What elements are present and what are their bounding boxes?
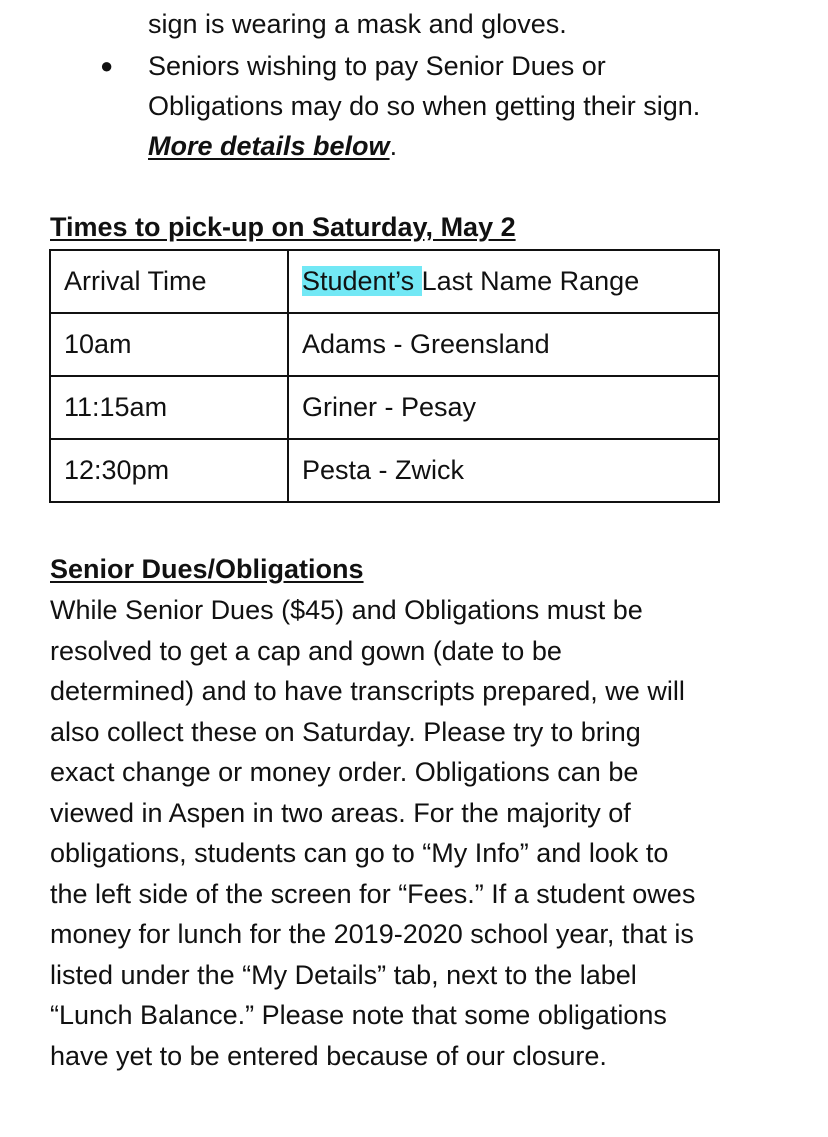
paragraph-line: also collect these on Saturday. Please try to bring [50,716,641,747]
more-details-link[interactable]: More details below [148,131,390,161]
highlighted-text: Student’s [302,266,422,296]
table-header-row [50,250,719,313]
arrival-time-cell: 11:15am [50,376,288,439]
arrival-time-cell: 12:30pm [50,439,288,502]
pickup-heading: Times to pick-up on Saturday, May 2 [50,212,516,242]
paragraph-line: exact change or money order. Obligations can be [50,757,639,787]
paragraph-line: viewed in Aspen in two areas. For the majority of [50,797,631,828]
bullet-text-line-2: Obligations may do so when getting their sign. [148,91,701,121]
paragraph-line: resolved to get a cap and gown (date to be [50,635,562,666]
header-last-name-rest: Last Name Range [421,266,640,296]
header-last-name-range [288,250,719,313]
table-row [50,313,719,376]
paragraph-line: determined) and to have transcripts prepared, we will [50,676,685,706]
arrival-time-cell: 10am [50,313,288,376]
paragraph-line: listed under the “My Details” tab, next to the label [50,959,637,990]
name-range-cell: Griner - Pesay [288,376,719,439]
table-row [50,439,719,502]
bullet-text-line-1: Seniors wishing to pay Senior Dues or [148,51,606,81]
header-arrival-time: Arrival Time [50,250,288,313]
dues-paragraph [50,590,810,1076]
paragraph-line: have yet to be entered because of our closure. [50,1040,607,1071]
paragraph-line: “Lunch Balance.” Please note that some obligations [50,1000,667,1030]
details-period: . [389,131,398,161]
bullet-icon: ● [100,53,114,78]
details-line [148,126,397,166]
paragraph-line: While Senior Dues ($45) and Obligations must be [50,595,643,625]
paragraph-line: obligations, students can go to “My Info” and look to [50,838,669,868]
paragraph-line: the left side of the screen for “Fees.” If a student owes [50,878,696,909]
pickup-schedule-table [49,249,720,503]
dues-heading: Senior Dues/Obligations [50,554,364,584]
table-row [50,376,719,439]
name-range-cell: Pesta - Zwick [288,439,719,502]
paragraph-line: money for lunch for the 2019-2020 school year, that is [50,919,694,949]
intro-line: sign is wearing a mask and gloves. [148,9,567,39]
name-range-cell: Adams - Greensland [288,313,719,376]
